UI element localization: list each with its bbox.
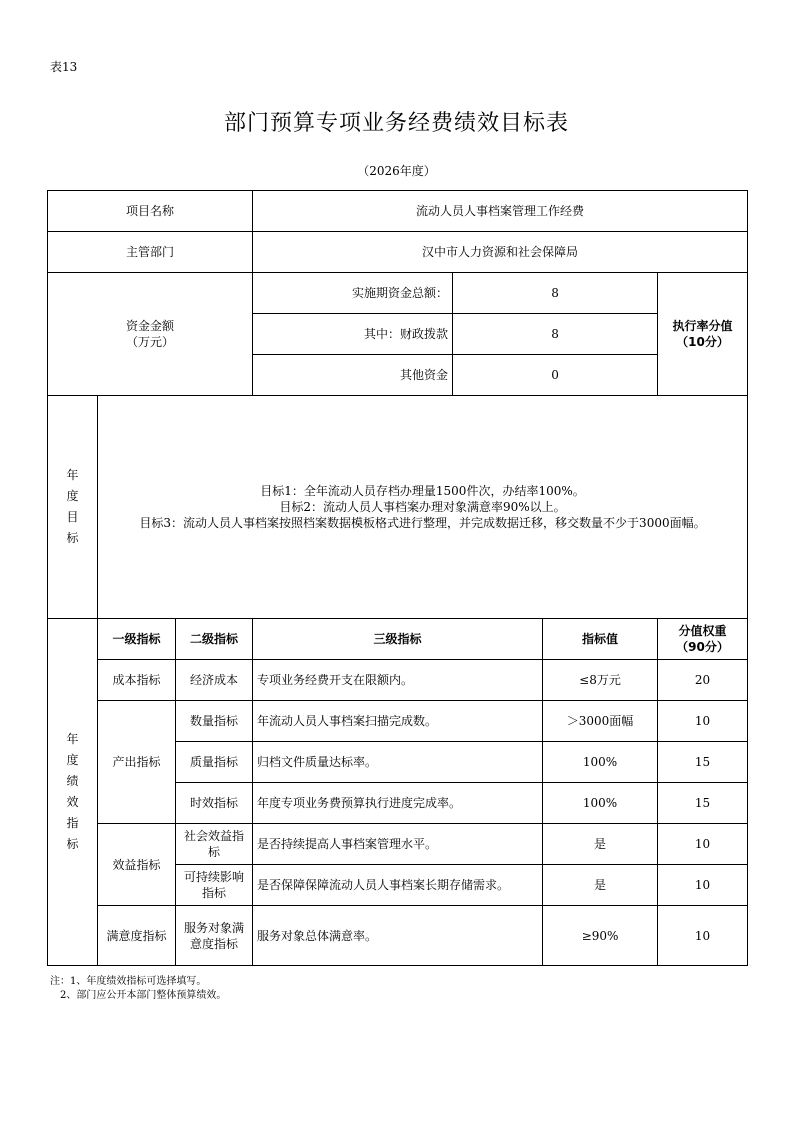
header-level2: 二级指标 (176, 619, 253, 660)
project-name-value: 流动人员人事档案管理工作经费 (253, 191, 748, 232)
level1-output: 产出指标 (98, 701, 176, 824)
funds-fiscal-value: 8 (453, 314, 658, 355)
funds-total-row (48, 273, 748, 314)
note-1: 注：1、年度绩效指标可选择填写。 (50, 976, 207, 987)
value-cell: 100% (543, 783, 658, 824)
goal-line-2: 目标2：流动人员人事档案办理对象满意率90%以上。 (279, 500, 566, 514)
indicator-section-label (48, 619, 98, 966)
execution-rate-score (658, 273, 748, 396)
weight-cell: 15 (658, 783, 748, 824)
funds-label (48, 273, 253, 396)
level1-cost: 成本指标 (98, 660, 176, 701)
header-weight-line1: 分值权重 (678, 624, 727, 638)
annual-goal-row (48, 396, 748, 619)
value-cell: ≤8万元 (543, 660, 658, 701)
department-label: 主管部门 (48, 232, 253, 273)
level3-cell: 是否保障保障流动人员人事档案长期存储需求。 (253, 865, 543, 906)
table-number: 表13 (50, 60, 78, 74)
level2-cell: 服务对象满意度指标 (176, 906, 253, 966)
value-cell: ＞3000面幅 (543, 701, 658, 742)
header-value: 指标值 (543, 619, 658, 660)
level3-cell: 服务对象总体满意率。 (253, 906, 543, 966)
funds-other-label: 其他资金 (253, 355, 453, 396)
fiscal-year: （2026年度） (357, 164, 436, 178)
indicator-section-label-text: 年度绩效指标 (66, 732, 79, 851)
table-row (48, 824, 748, 865)
header-weight-line2: （90分） (676, 640, 729, 654)
weight-cell: 20 (658, 660, 748, 701)
header-weight (658, 619, 748, 660)
department-row (48, 232, 748, 273)
level3-cell: 年流动人员人事档案扫描完成数。 (253, 701, 543, 742)
goal-line-1: 目标1：全年流动人员存档办理量1500件次，办结率100%。 (260, 484, 585, 498)
goal-line-3: 目标3：流动人员人事档案按照档案数据模板格式进行整理，并完成数据迁移，移交数量不少于3000面幅。 (139, 516, 706, 530)
level3-cell: 归档文件质量达标率。 (253, 742, 543, 783)
table-row (48, 660, 748, 701)
level2-cell: 可持续影响指标 (176, 865, 253, 906)
annual-goal-label (48, 396, 98, 619)
level3-cell: 年度专项业务费预算执行进度完成率。 (253, 783, 543, 824)
execution-rate-line1: 执行率分值 (672, 319, 733, 333)
level2-cell: 数量指标 (176, 701, 253, 742)
page-title: 部门预算专项业务经费绩效目标表 (223, 111, 569, 136)
funds-other-value: 0 (453, 355, 658, 396)
level2-cell: 质量指标 (176, 742, 253, 783)
funds-total-value: 8 (453, 273, 658, 314)
note-2: 2、部门应公开本部门整体预算绩效。 (60, 990, 227, 1001)
table-row (48, 701, 748, 742)
funds-total-label: 实施期资金总额： (253, 273, 453, 314)
annual-goal-content (98, 396, 748, 619)
level2-cell: 社会效益指标 (176, 824, 253, 865)
annual-goal-label-text: 年度目标 (66, 468, 79, 545)
value-cell: ≥90% (543, 906, 658, 966)
value-cell: 是 (543, 824, 658, 865)
level2-cell: 经济成本 (176, 660, 253, 701)
value-cell: 100% (543, 742, 658, 783)
level1-satisfaction: 满意度指标 (98, 906, 176, 966)
weight-cell: 15 (658, 742, 748, 783)
footnotes (50, 975, 226, 1003)
weight-cell: 10 (658, 824, 748, 865)
level1-benefit: 效益指标 (98, 824, 176, 906)
execution-rate-line2: （10分） (676, 335, 729, 349)
funds-fiscal-label: 其中：财政拨款 (253, 314, 453, 355)
weight-cell: 10 (658, 906, 748, 966)
weight-cell: 10 (658, 865, 748, 906)
weight-cell: 10 (658, 701, 748, 742)
header-level3: 三级指标 (253, 619, 543, 660)
performance-table (47, 190, 748, 966)
indicator-header-row (48, 619, 748, 660)
funds-label-line1: 资金金额 (126, 319, 175, 333)
project-name-label: 项目名称 (48, 191, 253, 232)
level2-cell: 时效指标 (176, 783, 253, 824)
value-cell: 是 (543, 865, 658, 906)
project-row (48, 191, 748, 232)
funds-label-line2: （万元） (126, 335, 175, 349)
department-value: 汉中市人力资源和社会保障局 (253, 232, 748, 273)
table-row (48, 906, 748, 966)
header-level1: 一级指标 (98, 619, 176, 660)
level3-cell: 是否持续提高人事档案管理水平。 (253, 824, 543, 865)
level3-cell: 专项业务经费开支在限额内。 (253, 660, 543, 701)
